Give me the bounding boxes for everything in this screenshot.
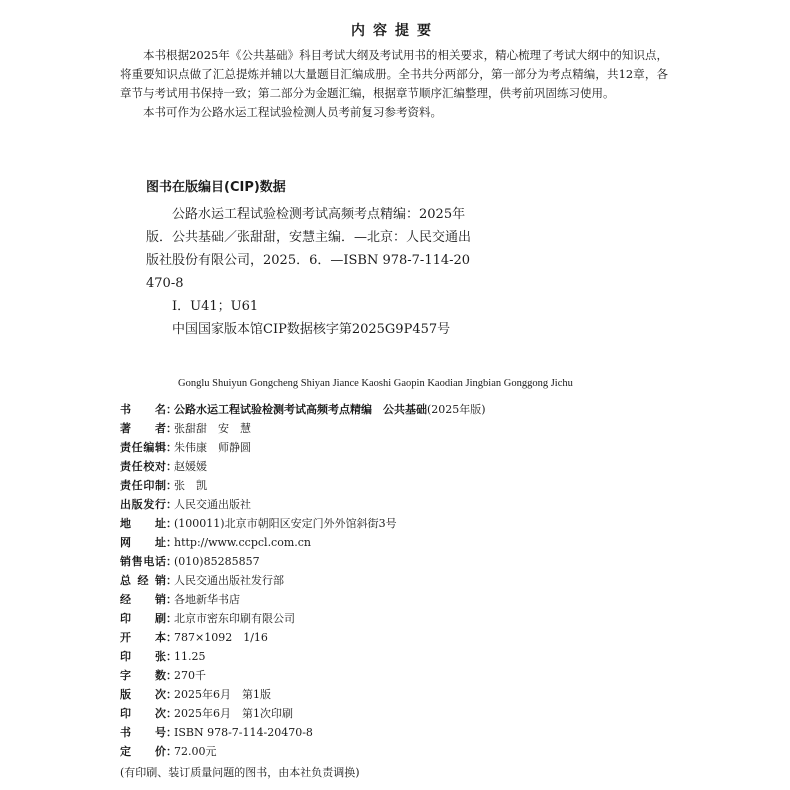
colophon-row bbox=[120, 514, 680, 533]
colophon-value bbox=[172, 666, 206, 685]
colophon-value-suffix: (2025年版) bbox=[427, 403, 486, 416]
colophon-label-char: 销 bbox=[155, 574, 166, 587]
colophon-row bbox=[120, 400, 680, 419]
colophon-label-char: 印 bbox=[143, 479, 155, 492]
colophon-label-char: 任 bbox=[131, 460, 143, 473]
colophon-label: 总 经 销 ： bbox=[120, 571, 172, 590]
colophon-value-text: 赵媛媛 bbox=[174, 460, 207, 473]
colophon-label-char: 书 bbox=[120, 726, 131, 739]
colophon-label-char: 字 bbox=[120, 669, 131, 682]
colophon-label-char: 著 bbox=[120, 422, 131, 435]
colophon-value-text: http://www.ccpcl.com.cn bbox=[174, 536, 312, 549]
colophon-value bbox=[172, 533, 311, 552]
colophon-row bbox=[120, 571, 680, 590]
colophon-label-char: 对 bbox=[154, 460, 166, 473]
colophon-label-char: 任 bbox=[131, 479, 143, 492]
colophon-label: 出 版 发 行 ： bbox=[120, 495, 172, 514]
colophon-value-text: 787×1092 1/16 bbox=[174, 631, 268, 644]
colophon-rows bbox=[120, 400, 680, 761]
colophon-label-char: 次 bbox=[155, 688, 166, 701]
colophon-row bbox=[120, 533, 680, 552]
colophon-label-char: 任 bbox=[131, 441, 143, 454]
colophon-label-char: 责 bbox=[120, 460, 131, 473]
colophon-value-text: 人民交通出版社发行部 bbox=[174, 574, 284, 587]
colophon-row bbox=[120, 476, 680, 495]
colophon-value-text: 2025年6月 第1次印刷 bbox=[174, 707, 293, 720]
colophon-label-char: 本 bbox=[155, 631, 166, 644]
colophon-label-char: 版 bbox=[120, 688, 131, 701]
colophon-label-char: 印 bbox=[120, 612, 131, 625]
colophon-value bbox=[172, 514, 397, 533]
colophon-row bbox=[120, 609, 680, 628]
colophon-label: 经 销 ： bbox=[120, 590, 172, 609]
colophon-label-char: 号 bbox=[155, 726, 166, 739]
colophon-label-char: 责 bbox=[120, 441, 131, 454]
colophon-row bbox=[120, 438, 680, 457]
colophon-label-char: 次 bbox=[155, 707, 166, 720]
colophon-label-char: 者 bbox=[155, 422, 166, 435]
colophon-value bbox=[172, 400, 486, 419]
colophon-label-char: 销 bbox=[155, 593, 166, 606]
colophon-label: 定 价 ： bbox=[120, 742, 172, 761]
colophon-row bbox=[120, 742, 680, 761]
summary-paragraph: 本书根据2025年《公共基础》科目考试大纲及考试用书的相关要求，精心梳理了考试大纲中的知识点，将重要知识点做了汇总提炼并辅以大量题目汇编成册。全书共分两部分，第一部分为考点精编，共12章，各章节与考试用书保持一致；第二部分为金题汇编，根据章节顺序汇编整理，供考前巩固练习使用。 bbox=[120, 48, 668, 100]
colophon-row bbox=[120, 704, 680, 723]
colophon-label-char: 版 bbox=[131, 498, 143, 511]
colophon-label-char: 话 bbox=[154, 555, 166, 568]
colophon-label-char: 址 bbox=[155, 536, 166, 549]
colophon-label-char: 校 bbox=[143, 460, 155, 473]
colophon-label-char: 址 bbox=[155, 517, 166, 530]
colophon-value-text: 人民交通出版社 bbox=[174, 498, 251, 511]
colophon-value-text: 270千 bbox=[174, 669, 206, 682]
colophon-value-text: 张甜甜 安 慧 bbox=[174, 422, 251, 435]
colophon-row bbox=[120, 552, 680, 571]
colophon-row bbox=[120, 647, 680, 666]
colophon-label-char: 刷 bbox=[155, 612, 166, 625]
summary-paragraph: 本书可作为公路水运工程试验检测人员考前复习参考资料。 bbox=[143, 105, 442, 119]
cip-section bbox=[146, 176, 476, 341]
colophon-label-char: 名 bbox=[155, 403, 166, 416]
colophon-label-char: 销 bbox=[120, 555, 131, 568]
colophon-label: 印 张 ： bbox=[120, 647, 172, 666]
colophon-label-char: 经 bbox=[120, 593, 131, 606]
colophon-value bbox=[172, 590, 240, 609]
cip-record-number: 中国国家版本馆CIP数据核字第2025G9P457号 bbox=[172, 322, 451, 337]
colophon-label-char: 价 bbox=[155, 745, 166, 758]
colophon-value bbox=[172, 552, 260, 571]
colophon-value-text: ISBN 978-7-114-20470-8 bbox=[174, 726, 313, 739]
colophon-value bbox=[172, 438, 251, 457]
colophon-label: 网 址 ： bbox=[120, 533, 172, 552]
colophon-value bbox=[172, 495, 251, 514]
colophon-value bbox=[172, 457, 207, 476]
colophon-value bbox=[172, 647, 206, 666]
colophon-label: 书 名 ： bbox=[120, 400, 172, 419]
colophon-label: 字 数 ： bbox=[120, 666, 172, 685]
colophon-label: 责 任 编 辑 ： bbox=[120, 438, 172, 457]
colophon-label-char: 责 bbox=[120, 479, 131, 492]
colophon-row bbox=[120, 495, 680, 514]
cip-record-body: 公路水运工程试验检测考试高频考点精编：2025年版．公共基础／张甜甜，安慧主编．—北京：人民交通出版社股份有限公司，2025．6．—ISBN 978-7-114-20470-8 bbox=[146, 207, 472, 291]
colophon-label-char: 总 bbox=[120, 574, 131, 587]
colophon-label-char: 书 bbox=[120, 403, 131, 416]
colophon-row bbox=[120, 628, 680, 647]
colophon-row bbox=[120, 590, 680, 609]
colophon-label: 印 次 ： bbox=[120, 704, 172, 723]
colophon-value-text: 72.00元 bbox=[174, 745, 217, 758]
colophon-label: 版 次 ： bbox=[120, 685, 172, 704]
colophon-label-char: 开 bbox=[120, 631, 131, 644]
cip-classification: Ⅰ．U41；U61 bbox=[172, 299, 259, 314]
summary-section bbox=[120, 46, 668, 122]
summary-title: 内容提要 bbox=[351, 23, 439, 39]
colophon-value bbox=[172, 704, 293, 723]
colophon-value bbox=[172, 476, 207, 495]
colophon-value bbox=[172, 723, 313, 742]
colophon-value-text: (100011)北京市朝阳区安定门外外馆斜街3号 bbox=[174, 517, 397, 530]
colophon-value bbox=[172, 571, 284, 590]
colophon-row bbox=[120, 685, 680, 704]
colophon-value bbox=[172, 685, 271, 704]
colophon-value-text: 张 凯 bbox=[174, 479, 207, 492]
colophon-label-char: 数 bbox=[155, 669, 166, 682]
colophon-label: 地 址 ： bbox=[120, 514, 172, 533]
colophon bbox=[120, 400, 680, 782]
colophon-label-char: 定 bbox=[120, 745, 131, 758]
colophon-label: 书 号 ： bbox=[120, 723, 172, 742]
colophon-row bbox=[120, 666, 680, 685]
colophon-label: 著 者 ： bbox=[120, 419, 172, 438]
colophon-label-char: 电 bbox=[143, 555, 155, 568]
colophon-label-char: 编 bbox=[143, 441, 155, 454]
colophon-row bbox=[120, 419, 680, 438]
colophon-value-text: 11.25 bbox=[174, 650, 206, 663]
colophon-label: 开 本 ： bbox=[120, 628, 172, 647]
colophon-label-char: 出 bbox=[120, 498, 131, 511]
colophon-label-char: 售 bbox=[131, 555, 143, 568]
colophon-label: 印 刷 ： bbox=[120, 609, 172, 628]
colophon-label-char: 网 bbox=[120, 536, 131, 549]
colophon-row bbox=[120, 723, 680, 742]
colophon-label-char: 发 bbox=[143, 498, 155, 511]
colophon-label-char: 印 bbox=[120, 650, 131, 663]
quality-note: (有印刷、装订质量问题的图书，由本社负责调换) bbox=[120, 766, 360, 779]
colophon-label-char: 印 bbox=[120, 707, 131, 720]
colophon-label: 销 售 电 话 ： bbox=[120, 552, 172, 571]
colophon-value-text: 2025年6月 第1版 bbox=[174, 688, 271, 701]
colophon-label: 责 任 印 制 ： bbox=[120, 476, 172, 495]
pinyin-title: Gonglu Shuiyun Gongcheng Shiyan Jiance Kaoshi Gaopin Kaodian Jingbian Gonggong Jichu bbox=[178, 378, 573, 389]
colophon-value-text: 北京市密东印刷有限公司 bbox=[174, 612, 295, 625]
colophon-value bbox=[172, 628, 268, 647]
colophon-value-text: 各地新华书店 bbox=[174, 593, 240, 606]
colophon-value bbox=[172, 419, 251, 438]
colophon-label-char: 地 bbox=[120, 517, 131, 530]
colophon-label-char: 经 bbox=[137, 574, 149, 587]
colophon-label-char: 制 bbox=[154, 479, 166, 492]
colophon-value bbox=[172, 742, 217, 761]
colophon-value bbox=[172, 609, 295, 628]
cip-heading: 图书在版编目(CIP)数据 bbox=[146, 180, 286, 195]
colophon-value-text: 公路水运工程试验检测考试高频考点精编 公共基础 bbox=[174, 403, 427, 416]
colophon-label: 责 任 校 对 ： bbox=[120, 457, 172, 476]
colophon-row bbox=[120, 457, 680, 476]
colophon-label-char: 张 bbox=[155, 650, 166, 663]
colophon-label-char: 辑 bbox=[154, 441, 166, 454]
colophon-value-text: (010)85285857 bbox=[174, 555, 260, 568]
colophon-value-text: 朱伟康 师静圆 bbox=[174, 441, 251, 454]
colophon-label-char: 行 bbox=[154, 498, 166, 511]
